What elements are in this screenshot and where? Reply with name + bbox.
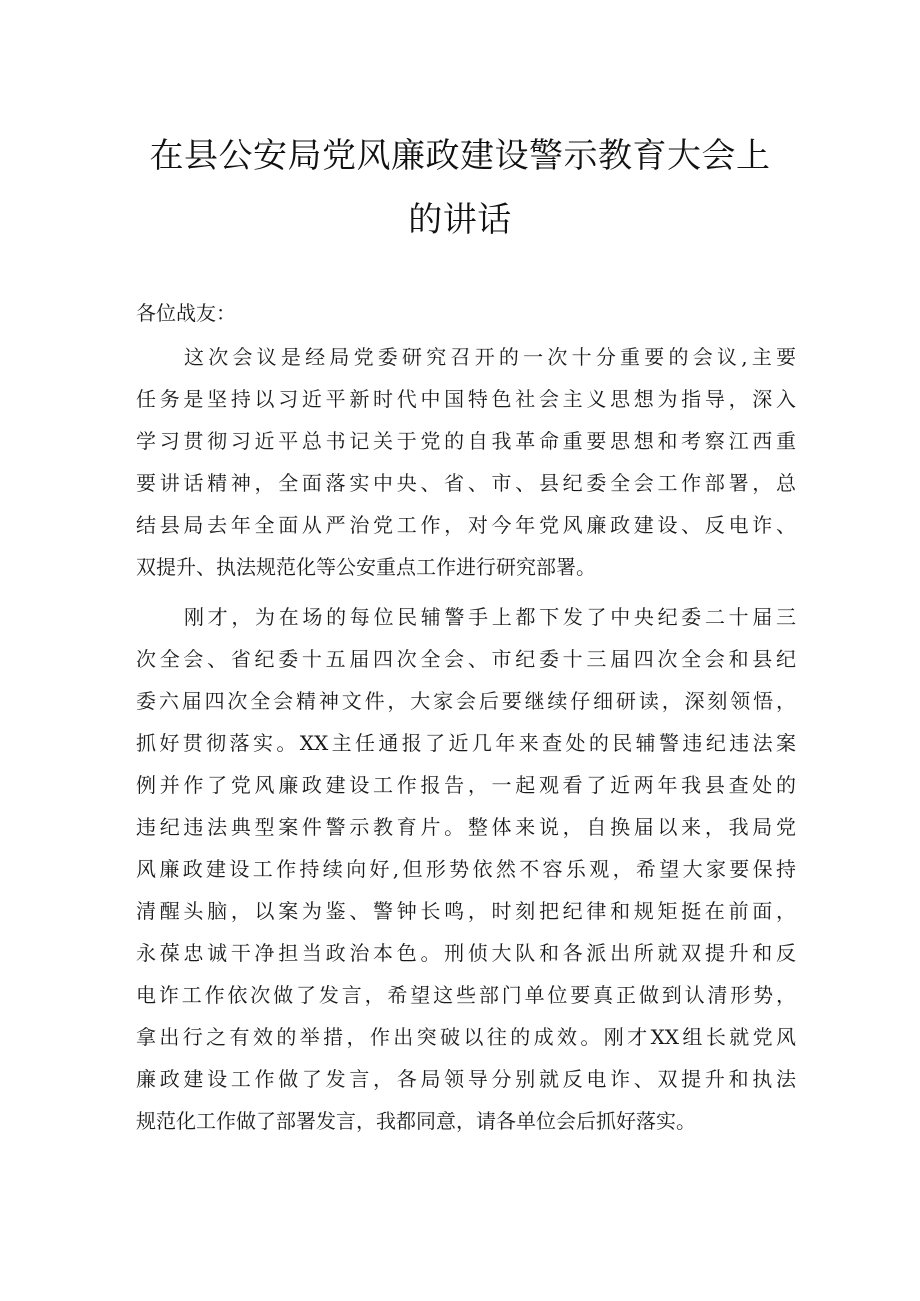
document-title-line1: 在县公安局党风廉政建设警示教育大会上 <box>149 136 771 176</box>
paragraph-line: 例并作了党风廉政建设工作报告，一起观看了近两年我县查处的 <box>136 773 796 797</box>
paragraph-line: 违纪违法典型案件警示教育片。整体来说，自换届以来，我局党 <box>136 815 796 839</box>
paragraph-line: 双提升、执法规范化等公安重点工作进行研究部署。 <box>136 555 596 579</box>
paragraph-line: 清醒头脑，以案为鉴、警钟长鸣，时刻把纪律和规矩挺在前面， <box>136 899 796 923</box>
paragraph-2 <box>136 596 796 1142</box>
document-title-line2: 的讲话 <box>408 200 512 240</box>
paragraph-line: 委六届四次全会精神文件，大家会后要继续仔细研读，深刻领悟， <box>136 689 796 713</box>
paragraph-line: 学习贯彻习近平总书记关于党的自我革命重要思想和考察江西重 <box>136 429 796 453</box>
paragraph-line: 次全会、省纪委十五届四次全会、市纪委十三届四次全会和县纪 <box>136 647 796 671</box>
paragraph-line: 抓好贯彻落实。XX主任通报了近几年来查处的民辅警违纪违法案 <box>136 731 796 755</box>
paragraph-line: 电诈工作依次做了发言，希望这些部门单位要真正做到认清形势， <box>136 983 796 1007</box>
paragraph-line: 风廉政建设工作持续向好,但形势依然不容乐观，希望大家要保持 <box>136 857 796 881</box>
paragraph-line: 这次会议是经局党委研究召开的一次十分重要的会议,主要 <box>184 345 796 369</box>
paragraph-line: 廉政建设工作做了发言，各局领导分别就反电诈、双提升和执法 <box>136 1067 796 1091</box>
paragraph-line: 结县局去年全面从严治党工作，对今年党风廉政建设、反电诈、 <box>136 513 796 537</box>
paragraph-line: 要讲话精神，全面落实中央、省、市、县纪委全会工作部署，总 <box>136 471 796 495</box>
salutation: 各位战友： <box>136 301 236 325</box>
paragraph-line: 永葆忠诚干净担当政治本色。刑侦大队和各派出所就双提升和反 <box>136 941 796 965</box>
paragraph-line: 规范化工作做了部署发言，我都同意，请各单位会后抓好落实。 <box>136 1109 696 1133</box>
paragraph-1 <box>136 336 796 588</box>
paragraph-line: 刚才，为在场的每位民辅警手上都下发了中央纪委二十届三 <box>184 605 796 629</box>
paragraph-line: 任务是坚持以习近平新时代中国特色社会主义思想为指导，深入 <box>136 387 796 411</box>
paragraph-line: 拿出行之有效的举措，作出突破以往的成效。刚才XX组长就党风 <box>136 1025 796 1049</box>
